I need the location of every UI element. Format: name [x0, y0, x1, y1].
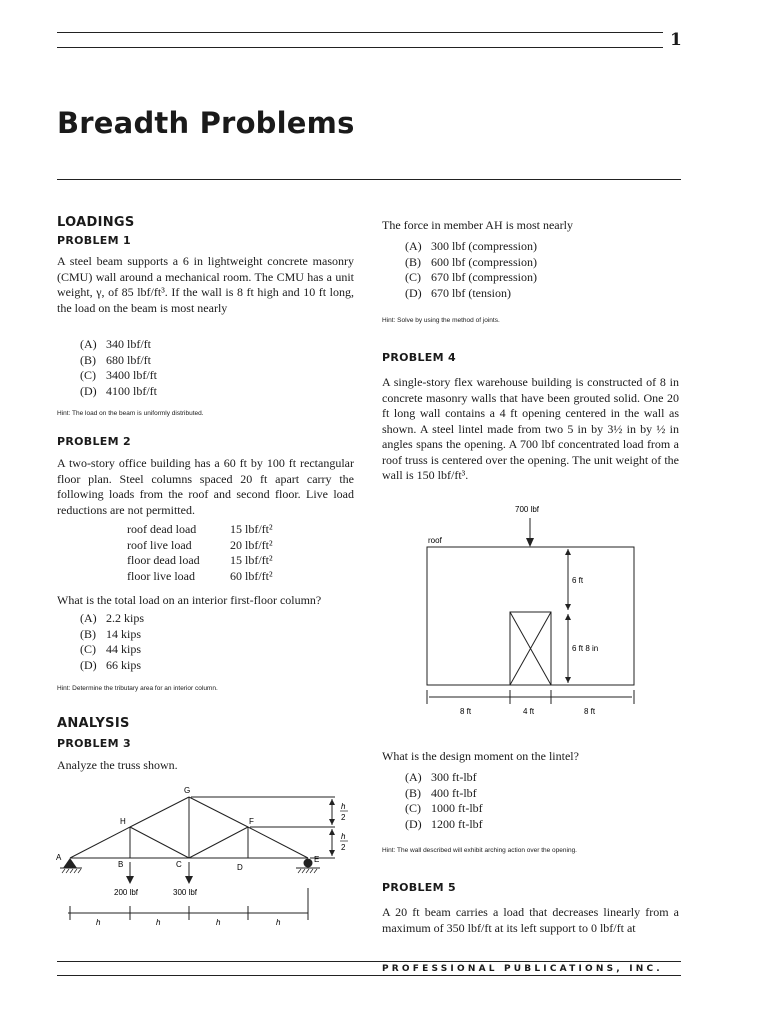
problem-5-heading: PROBLEM 5	[382, 881, 456, 894]
problem-3-question: The force in member AH is most nearly	[382, 218, 573, 232]
option: (D) 4100 lbf/ft	[80, 383, 157, 398]
problem-2-options	[80, 611, 144, 673]
node-label-d: D	[237, 863, 243, 872]
dim-label-top: 6 ft	[572, 576, 584, 585]
option: (B) 14 kips	[80, 626, 142, 641]
table-row: floor dead load 15 lbf/ft²	[127, 553, 273, 568]
title-rule	[57, 179, 681, 180]
problem-3-heading: PROBLEM 3	[57, 737, 131, 750]
load-label-2: 300 lbf	[173, 888, 198, 897]
option: (A) 2.2 kips	[80, 611, 145, 625]
node-label-e: E	[314, 855, 320, 864]
node-label-g: G	[184, 786, 191, 795]
option: (D) 670 lbf (tension)	[405, 285, 511, 300]
dim-label-right: 8 ft	[584, 707, 596, 716]
page-number: 1	[670, 30, 682, 50]
publisher-footer: PROFESSIONAL PUBLICATIONS, INC.	[382, 964, 663, 974]
problem-1-options	[80, 337, 157, 399]
option: (B) 400 ft-lbf	[405, 785, 477, 800]
option: (A) 300 ft-lbf	[405, 770, 477, 784]
node-label-c: C	[176, 860, 182, 869]
problem-4-question: What is the design moment on the lintel?	[382, 749, 579, 763]
problem-2-hint: Hint: Determine the tributary area for an interior column.	[57, 685, 218, 692]
footer-rule-top	[57, 961, 681, 962]
load-label: 700 lbf	[515, 505, 540, 514]
option: (A) 300 lbf (compression)	[405, 239, 537, 253]
wall-figure	[420, 498, 650, 720]
problem-2-text: A two-story office building has a 60 ft by 100 ft rectangular floor plan. Steel columns spaced 20 ft apart carry the following loads from the roof and second floor. Live load reductions are not permitted.	[57, 456, 354, 517]
node-label-f: F	[249, 817, 254, 826]
problem-3-hint: Hint: Solve by using the method of joints.	[382, 317, 500, 324]
problem-2-question: What is the total load on an interior first-floor column?	[57, 593, 322, 607]
section-heading-loadings: LOADINGS	[57, 215, 135, 230]
header-rule-top	[57, 32, 663, 33]
option: (C) 44 kips	[80, 642, 142, 656]
problem-2-heading: PROBLEM 2	[57, 435, 131, 448]
problem-4-hint: Hint: The wall described will exhibit arching action over the opening.	[382, 847, 577, 854]
section-heading-analysis: ANALYSIS	[57, 716, 130, 731]
option: (C) 670 lbf (compression)	[405, 270, 537, 284]
rise-label-num: h	[341, 832, 346, 841]
footer-rule-bottom	[57, 975, 681, 976]
option: (D) 66 kips	[80, 657, 142, 672]
problem-3-text: Analyze the truss shown.	[57, 758, 178, 772]
problem-1-text: A steel beam supports a 6 in lightweight concrete masonry (CMU) wall around a mechanical room. The CMU has a unit weight, γ, of 85 lbf/ft³. If the wall is 8 ft high and 10 ft long, the load on the beam is most nearly	[57, 254, 354, 315]
option: (D) 1200 ft-lbf	[405, 816, 483, 831]
load-label-1: 200 lbf	[114, 888, 139, 897]
node-label-b: B	[118, 860, 124, 869]
span-label: h	[96, 918, 101, 927]
span-label: h	[216, 918, 221, 927]
node-label-h: H	[120, 817, 126, 826]
option: (B) 600 lbf (compression)	[405, 254, 537, 269]
rise-label-num: h	[341, 802, 346, 811]
problem-5-text: A 20 ft beam carries a load that decreases linearly from a maximum of 350 lbf/ft at its left support to 0 lbf/ft at	[382, 905, 679, 935]
chapter-title: Breadth Problems	[57, 106, 355, 140]
node-label-a: A	[56, 853, 62, 862]
span-label: h	[156, 918, 161, 927]
roof-label: roof	[428, 536, 442, 545]
dim-label-left: 8 ft	[460, 707, 472, 716]
problem-4-options	[405, 770, 483, 832]
table-row: roof live load 20 lbf/ft²	[127, 537, 273, 552]
dim-label-opening-width: 4 ft	[523, 707, 535, 716]
option: (C) 3400 lbf/ft	[80, 368, 157, 382]
header-rule-bottom	[57, 47, 663, 48]
problem-4-heading: PROBLEM 4	[382, 351, 456, 364]
rise-label-den: 2	[341, 843, 346, 852]
problem-3-options	[405, 239, 537, 301]
option: (B) 680 lbf/ft	[80, 352, 151, 367]
problem-2-loads-table	[127, 522, 273, 584]
rise-label-den: 2	[341, 813, 346, 822]
option: (C) 1000 ft-lbf	[405, 801, 483, 815]
table-row: roof dead load 15 lbf/ft²	[127, 522, 273, 537]
dim-label-opening-height: 6 ft 8 in	[572, 644, 599, 653]
span-label: h	[276, 918, 281, 927]
problem-1-heading: PROBLEM 1	[57, 234, 131, 247]
option: (A) 340 lbf/ft	[80, 337, 151, 351]
problem-1-hint: Hint: The load on the beam is uniformly distributed.	[57, 410, 204, 417]
table-row: floor live load 60 lbf/ft²	[127, 568, 273, 583]
truss-figure	[50, 780, 350, 930]
problem-4-text: A single-story flex warehouse building is constructed of 8 in concrete masonry walls that have been grouted solid. One 20 ft long wall contains a 4 ft opening centered in the wall as shown. A steel lintel made from two 5 in by 3½ in by ½ in angles spans the opening. A 700 lbf concentrated load from a roof truss is centered over the opening. The unit weight of the wall is 150 lbf/ft³.	[382, 375, 679, 482]
